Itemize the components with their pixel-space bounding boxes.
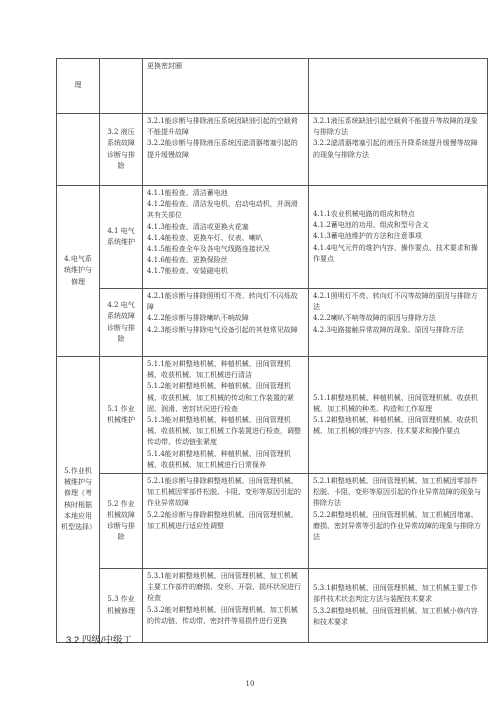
knowledge-cell <box>309 289 488 357</box>
skill-line: 4.1.6能检查、更换保险丝 <box>147 256 228 265</box>
knowledge-line: 3.2.1液压系统缺油引起空载荷不能提升等故障的现象与排除方法 <box>313 117 478 137</box>
table-row <box>57 289 488 357</box>
knowledge-line: 4.2.2喇叭不响等故障的原因与排除方法 <box>313 314 436 323</box>
skill-line: 5.1.1能对耕整地机械、种植机械、田间管理机械、收获机械、加工机械进行清洁 <box>147 360 291 380</box>
knowledge-line: 5.1.2耕整地机械、种植机械、田间管理机械、收获机械、加工机械的维护内容、技术要求和操作要点 <box>313 416 478 436</box>
skill-line: 4.1.3能检查、清洁或更换火花塞 <box>147 222 249 231</box>
skill-cell <box>143 186 309 289</box>
knowledge-cell <box>309 474 488 569</box>
skill-line: 4.2.3能诊断与排除电气设备引起的其他常见故障 <box>147 325 298 334</box>
unit-cell: 5.1 作业机械维护 <box>100 357 143 474</box>
skill-cell <box>143 474 309 569</box>
knowledge-cell <box>309 186 488 289</box>
table-row <box>57 357 488 474</box>
knowledge-line: 5.3.1耕整地机械、田间管理机械、加工机械主要工作部件技术状态判定方法与装配技术要求 <box>313 584 478 604</box>
knowledge-cell <box>309 114 488 186</box>
knowledge-line: 5.3.2耕整地机械、田间管理机械、加工机械小修内容和技术要求 <box>313 606 478 626</box>
module-cell: 5.作业机械维护与修理（考核时根据本地应用机型选择） <box>57 357 100 643</box>
skill-line: 5.2.2能诊断与排除耕整地机械、田间管理机械、加工机械进行适应性调整 <box>147 510 298 530</box>
skill-line: 5.3.2能对耕整地机械、田间管理机械、加工机械的传动链、传动带、密封件等易损件进行更换 <box>147 605 298 625</box>
knowledge-cell <box>309 569 488 643</box>
unit-cell: 4.1 电气系统维护 <box>100 186 143 289</box>
knowledge-line: 4.2.1照明灯不亮、转向灯不闪等故障的原因与排除方法 <box>313 292 478 312</box>
skill-line: 4.1.7能检查、安装磁电机 <box>147 267 228 276</box>
skill-line: 3.2.2能诊断与排除液压系统因滤清器堵塞引起的提升缓慢故障 <box>147 139 298 159</box>
table-row <box>57 59 488 114</box>
unit-cell <box>100 59 143 114</box>
knowledge-cell <box>309 357 488 474</box>
skill-line: 4.1.1能检查、清洁蓄电池 <box>147 189 228 197</box>
knowledge-line: 5.1.1耕整地机械、种植机械、田间管理机械、收获机械、加工机械的种类、构造和工作原理 <box>313 393 478 413</box>
section-heading: 3.2 四级/中级工 <box>66 635 132 646</box>
module-cell: 理 <box>57 59 100 114</box>
skill-cell <box>143 569 309 643</box>
skill-line: 5.3.1能对耕整地机械、田间管理机械、加工机械主要工作部件的磨损、变形、开裂、损坏状况进行检查 <box>147 572 301 603</box>
module-cell: 4.电气系统维护与修理 <box>57 186 100 357</box>
skill-line: 5.2.1能诊断与排除耕整地机械、田间管理机械、加工机械因零部件松脱、卡阻、变形等原因引起的作业异常故障 <box>147 477 301 508</box>
skill-line: 3.2.1能诊断与排除液压系统因缺油引起的空载荷不能提升故障 <box>147 117 298 137</box>
skill-cell <box>143 289 309 357</box>
unit-cell: 5.3 作业机械修理 <box>100 569 143 643</box>
skill-line: 5.1.4能对耕整地机械、种植机械、田间管理机械、收获机械、加工机械进行日常保养 <box>147 449 291 469</box>
unit-cell: 5.2 作业机械故障诊断与排除 <box>100 474 143 569</box>
knowledge-cell <box>309 59 488 114</box>
table-row <box>57 114 488 186</box>
skill-line: 4.2.2能诊断与排除喇叭不响故障 <box>147 314 249 323</box>
skill-cell <box>143 357 309 474</box>
module-cell <box>57 114 100 186</box>
knowledge-line: 4.1.2蓄电池的功用、组成和型号含义 <box>313 221 429 230</box>
skill-cell <box>143 114 309 186</box>
knowledge-line: 4.1.3蓄电池维护的方法和注意事项 <box>313 232 422 241</box>
skill-line: 4.1.4能检查、更换车灯、仪表、喇叭 <box>147 233 263 242</box>
skill-line: 更换密封圈 <box>147 62 182 70</box>
skill-line: 4.1.2能检查、清洁发电机、启动电动机，并润滑其有关部位 <box>147 200 298 220</box>
skill-line: 4.2.1能诊断与排除照明灯不亮、转向灯不闪烁故障 <box>147 292 298 312</box>
skill-line: 5.1.2能对耕整地机械、种植机械、田间管理机械、收获机械、加工机械的传动和工作装置的紧固、润滑、密封状况进行检查 <box>147 382 294 413</box>
knowledge-line: 4.2.3电路接触异常故障的现象、原因与排除方法 <box>313 325 464 334</box>
training-standard-table <box>56 58 488 643</box>
table-row <box>57 474 488 569</box>
knowledge-line: 5.2.1耕整地机械、田间管理机械、加工机械因零部件松脱、卡阻、变形等原因引起的作业异常故障的现象与排除方法 <box>313 477 481 508</box>
knowledge-line: 5.2.2耕整地机械、田间管理机械、加工机械因堵塞、磨损、密封异常等引起的作业异常故障的现象与排除方法 <box>313 510 481 542</box>
knowledge-line: 3.2.2滤清器堵塞引起的液压升降系统提升缓慢等故障的现象与排除方法 <box>313 139 478 159</box>
knowledge-line: 4.1.4电气元件的维护内容、操作要点、技术要求和操作要点 <box>313 243 478 263</box>
skill-cell <box>143 59 309 114</box>
skill-line: 4.1.5能检查全车及各电气线路连接状况 <box>147 245 270 254</box>
unit-cell: 4.2 电气系统故障诊断与排除 <box>100 289 143 357</box>
unit-cell: 3.2 液压系统故障诊断与排除 <box>100 114 143 186</box>
knowledge-line: 4.1.1农业机械电路的组成和特点 <box>313 209 415 218</box>
page-number: 10 <box>245 680 255 688</box>
table-row <box>57 186 488 289</box>
skill-line: 5.1.3能对耕整地机械、种植机械、田间管理机械、收获机械、加工机械工作装置进行检查，调整传动带、传动链张紧度 <box>147 416 301 447</box>
